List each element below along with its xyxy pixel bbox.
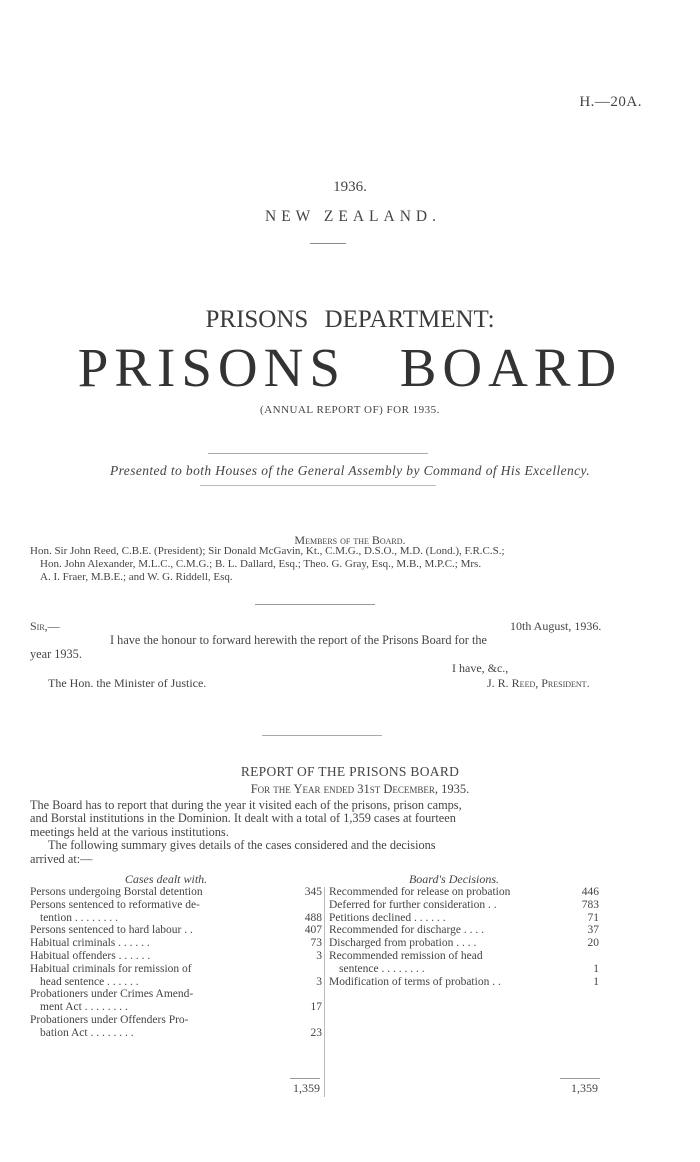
column-divider [324, 887, 325, 1097]
department-title: PRISONS DEPARTMENT: [205, 306, 495, 333]
row-value: 345 [304, 886, 322, 898]
row-label: Habitual criminals for remission of [30, 962, 192, 975]
row-label: Recommended remission of head [329, 949, 483, 962]
row-label: Habitual criminals . . . . . . [30, 937, 150, 950]
report-line: arrived at:— [30, 851, 93, 866]
row-label: Persons sentenced to hard labour . . [30, 924, 193, 937]
report-line: and Borstal institutions in the Dominion. It dealt with a total of 1,359 cases at fourteen [30, 811, 456, 826]
divider [200, 485, 436, 486]
cases-table [30, 872, 322, 1040]
letter-body [30, 634, 675, 661]
row-label: Petitions declined . . . . . . [329, 911, 446, 924]
letter-closing: I have, &c., [452, 661, 509, 675]
row-value: 71 [587, 911, 599, 924]
letter-body-line: year 1935. [30, 646, 82, 661]
row-label: Probationers under Crimes Amend- [30, 988, 194, 1001]
row-label: Modification of terms of probation . . [329, 975, 501, 988]
table-row [329, 924, 599, 937]
table-row [329, 976, 599, 989]
row-label: Discharged from probation . . . . [329, 937, 477, 950]
row-value: 1 [593, 975, 599, 988]
report-text [30, 799, 680, 866]
divider [255, 604, 375, 605]
salutation: Sir,— [30, 619, 60, 633]
cases-total-rule [290, 1078, 320, 1079]
row-value: 488 [304, 911, 322, 924]
report-line: The following summary gives details of the cases considered and the decisions [48, 838, 436, 853]
main-title: PRISONS BOARD [77, 337, 623, 398]
divider [310, 243, 346, 244]
row-label: Persons sentenced to reformative de- [30, 898, 200, 911]
row-label: Persons undergoing Borstal detention [30, 886, 203, 898]
row-value: 3 [316, 975, 322, 988]
row-value: 407 [304, 924, 322, 937]
row-label-continued: sentence . . . . . . . . [339, 962, 425, 975]
row-label: Habitual offenders . . . . . . [30, 949, 151, 962]
members-line: Hon. John Alexander, M.L.C., C.M.G.; B. L. Dallard, Esq.; Theo. G. Gray, Esq., M.B., M.P.C.; Mrs. [40, 558, 482, 570]
table-row [329, 950, 599, 976]
row-value: 23 [310, 1026, 322, 1039]
row-label: Recommended for release on probation [329, 886, 511, 898]
divider [262, 735, 382, 736]
members-line: Hon. Sir John Reed, C.B.E. (President); Sir Donald McGavin, Kt., C.M.G., D.S.O., M.D. (Lond.), F.R.C.S.; [30, 545, 505, 557]
row-label-continued: head sentence . . . . . . [40, 975, 139, 988]
letter-body-line: I have the honour to forward herewith the report of the Prisons Board for the [110, 633, 487, 647]
members-line: A. I. Fraer, M.B.E.; and W. G. Riddell, Esq. [40, 571, 233, 583]
decisions-table [329, 872, 599, 988]
table-row [30, 886, 322, 899]
table-row [329, 899, 599, 912]
decisions-total: 1,359 [571, 1081, 598, 1095]
presented-note: Presented to both Houses of the General Assembly by Command of His Excellency. [110, 463, 590, 478]
decisions-rows [329, 886, 599, 988]
divider [208, 453, 428, 454]
row-value: 783 [581, 898, 599, 911]
country-title: NEW ZEALAND. [265, 208, 441, 225]
table-row [30, 899, 322, 925]
report-heading: REPORT OF THE PRISONS BOARD [240, 764, 460, 779]
row-label: Probationers under Offenders Pro- [30, 1013, 189, 1026]
table-row [329, 886, 599, 899]
members-heading: Members of the Board. [294, 533, 406, 547]
members-list [30, 545, 680, 584]
row-value: 3 [316, 949, 322, 962]
report-line: The Board has to report that during the year it visited each of the prisons, prison camps, [30, 798, 462, 812]
table-row [30, 1014, 322, 1040]
row-value: 17 [310, 1001, 322, 1014]
table-row [30, 988, 322, 1014]
year: 1936. [333, 179, 367, 195]
cases-rows [30, 886, 322, 1040]
row-label: Recommended for discharge . . . . [329, 924, 484, 937]
row-label-continued: tention . . . . . . . . [40, 911, 118, 924]
letter-date: 10th August, 1936. [510, 619, 602, 633]
cases-heading: Cases dealt with. [124, 872, 208, 886]
row-value: 37 [587, 924, 599, 937]
report-line: meetings held at the various institutions. [30, 824, 229, 839]
subtitle: (ANNUAL REPORT OF) FOR 1935. [260, 404, 440, 416]
row-value: 20 [587, 937, 599, 950]
table-row [329, 912, 599, 925]
decisions-heading: Board's Decisions. [408, 872, 500, 886]
row-value: 446 [581, 886, 599, 898]
table-row [30, 924, 322, 937]
row-label-continued: bation Act . . . . . . . . [40, 1026, 134, 1039]
row-value: 1 [593, 962, 599, 975]
table-row [30, 950, 322, 963]
letter-addressee: The Hon. the Minister of Justice. [48, 676, 207, 690]
table-row [329, 937, 599, 950]
decisions-total-rule [560, 1078, 600, 1079]
letter-signature: J. R. Reed, President. [487, 676, 590, 690]
document-reference: H.—20A. [579, 94, 642, 110]
row-label: Deferred for further consideration . . [329, 898, 497, 911]
row-label-continued: ment Act . . . . . . . . [40, 1001, 128, 1014]
table-row [30, 937, 322, 950]
report-period: For the Year ended 31st December, 1935. [250, 782, 470, 796]
cases-total: 1,359 [293, 1081, 320, 1095]
row-value: 73 [310, 937, 322, 950]
table-row [30, 963, 322, 989]
